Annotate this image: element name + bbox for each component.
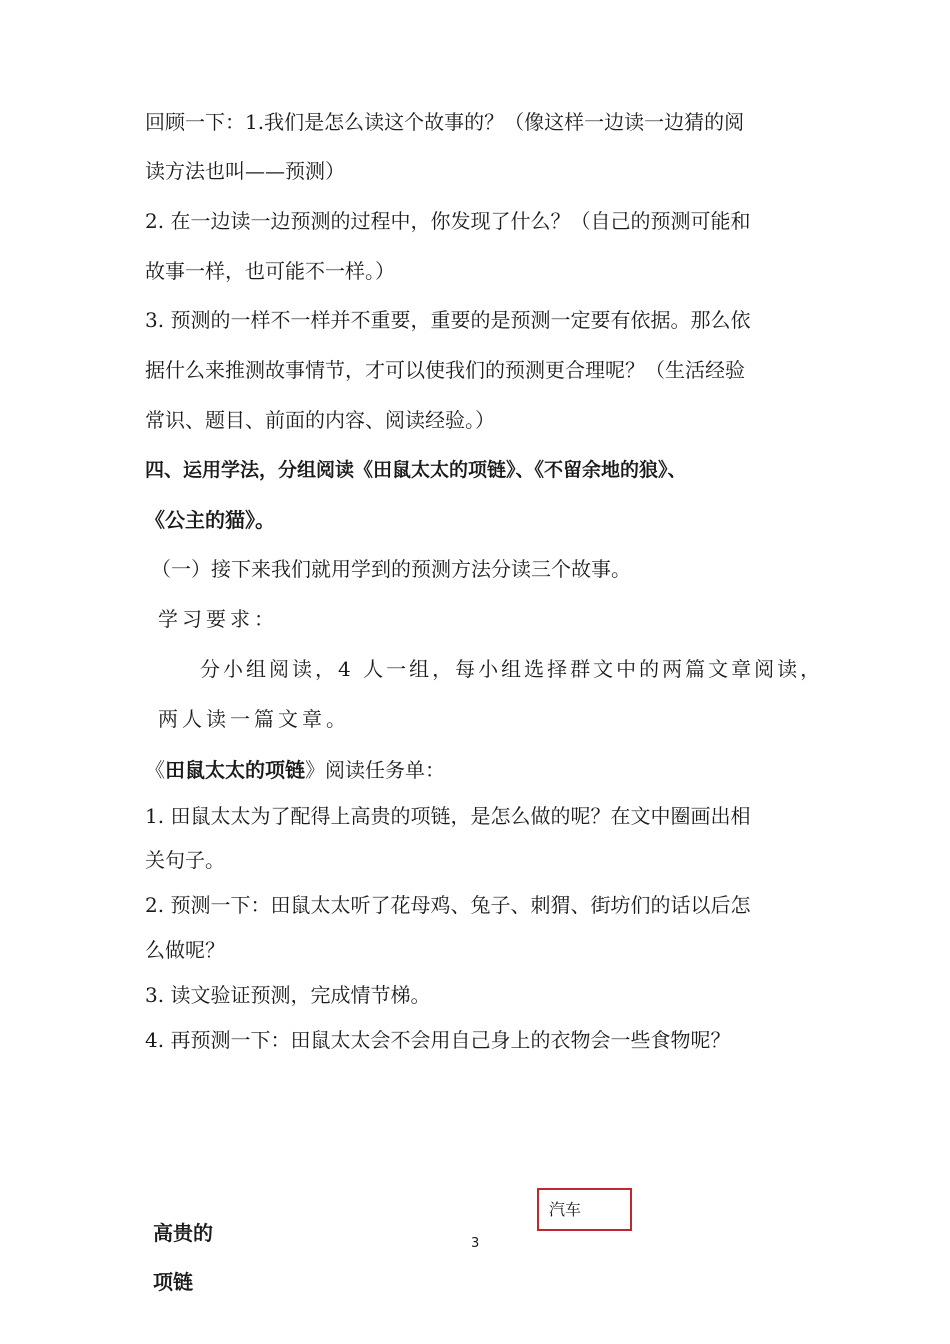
diagram-box-label: 汽车 [549,1200,582,1219]
requirements-line-2: 两人读一篇文章。 [158,707,350,731]
review-line-1: 回顾一下：1.我们是怎么读这个故事的？（像这样一边读一边猜的阅 [145,110,745,134]
task-title-bold: 田鼠太太的项链 [165,758,305,782]
review-q2-line-1: 2. 在一边读一边预测的过程中，你发现了什么？（自己的预测可能和 [145,209,751,233]
task-2-line-2: 么做呢？ [145,938,225,962]
section-heading-line-1: 四、运用学法，分组阅读《田鼠太太的项链》、《不留余地的狼》、 [145,459,687,481]
task-1-line-1: 1. 田鼠太太为了配得上高贵的项链，是怎么做的呢？在文中圈画出相 [145,804,751,828]
task-title-open: 《 [145,758,165,782]
task-title [145,756,445,784]
subsection-1: （一）接下来我们就用学到的预测方法分读三个故事。 [151,557,631,581]
requirements-line-1: 分小组阅读，4 人一组，每小组选择群文中的两篇文章阅读， [200,657,824,681]
diagram-left-label-line-2: 项链 [153,1270,193,1294]
diagram-box [537,1188,632,1231]
task-2-line-1: 2. 预测一下：田鼠太太听了花母鸡、兔子、刺猬、街坊们的话以后怎 [145,893,751,917]
section-heading-line-2: 《公主的猫》。 [145,508,275,532]
review-q3-line-2: 据什么来推测故事情节，才可以使我们的预测更合理呢？（生活经验 [145,358,745,382]
review-q3-line-1: 3. 预测的一样不一样并不重要，重要的是预测一定要有依据。那么依 [145,308,751,332]
page-number: 3 [471,1236,480,1251]
task-title-close: 》阅读任务单： [305,758,445,782]
task-4: 4. 再预测一下：田鼠太太会不会用自己身上的衣物会一些食物呢？ [145,1028,731,1052]
review-q3-line-3: 常识、题目、前面的内容、阅读经验。） [145,408,495,432]
review-q2-line-2: 故事一样，也可能不一样。） [145,259,395,283]
task-1-line-2: 关句子。 [145,848,225,872]
task-3: 3. 读文验证预测，完成情节梯。 [145,983,431,1007]
review-line-2: 读方法也叫——预测） [145,159,345,183]
requirements-label: 学习要求： [158,607,278,631]
diagram-left-label-line-1: 高贵的 [153,1221,213,1245]
